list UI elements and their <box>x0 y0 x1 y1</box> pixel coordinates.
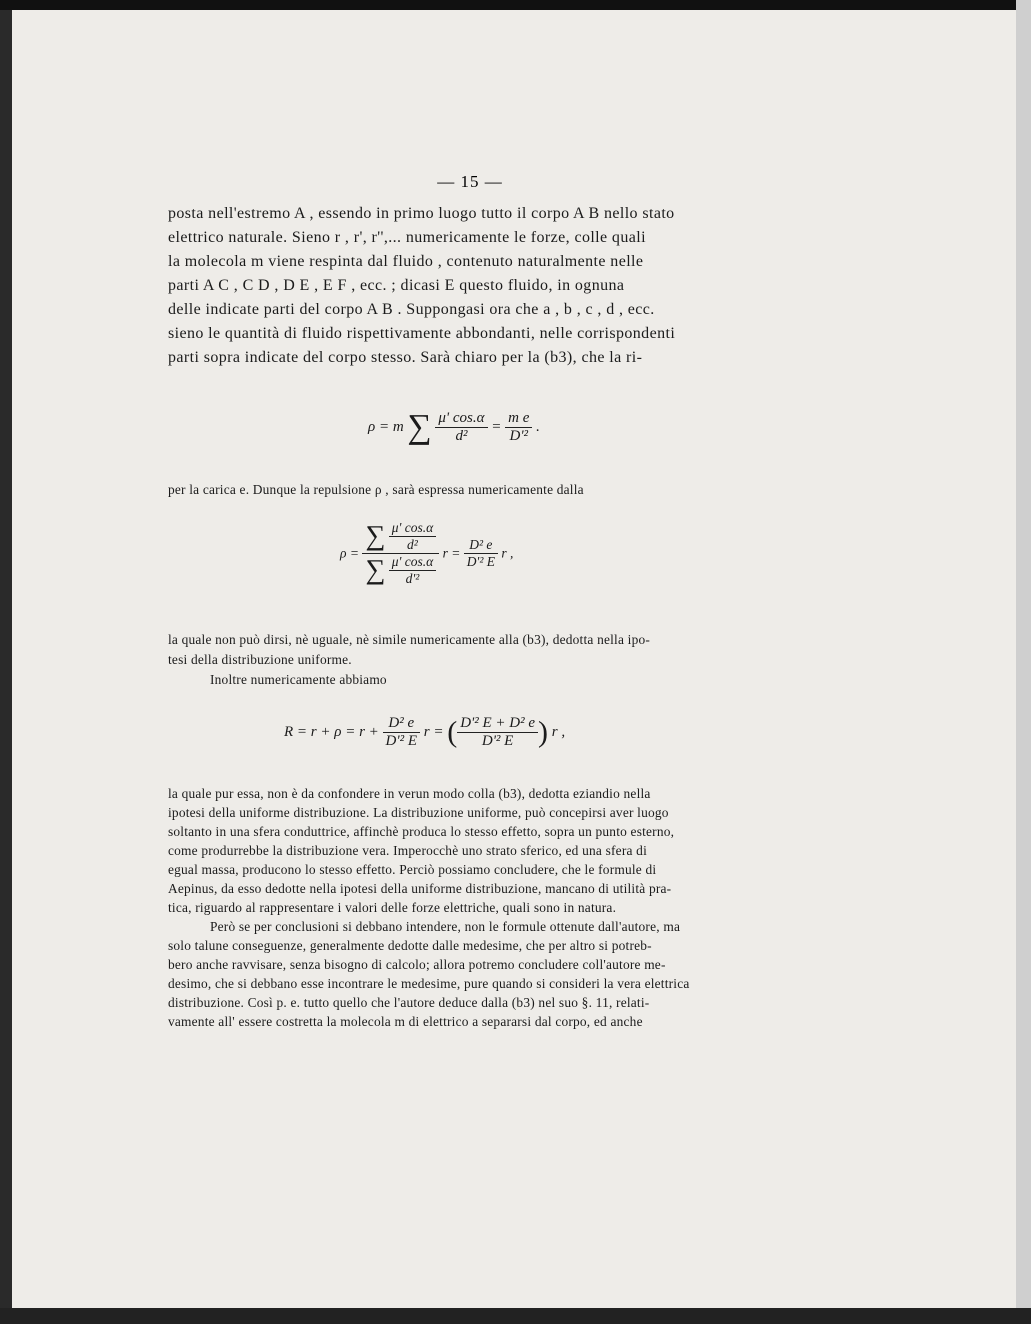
eq2-lhs: ρ = <box>340 545 359 561</box>
eq3-open-paren: ( <box>447 715 458 749</box>
eq2-bottom-numerator: μ' cos.α <box>389 554 437 571</box>
paragraph-4 <box>168 919 760 1039</box>
eq1-fraction <box>435 410 487 445</box>
text-line: egual massa, producono lo stesso effetto. Perciò possiamo concludere, che le formule di <box>168 862 657 877</box>
text-line: ipotesi della uniforme distribuzione. La distribuzione uniforme, può concepirsi aver luogo <box>168 805 669 820</box>
eq3-denominator-2: D'² E <box>481 733 514 749</box>
eq3-fraction <box>383 715 420 750</box>
equation-2 <box>340 520 513 587</box>
eq3-close-paren: ) <box>538 715 549 749</box>
text-line: posta nell'estremo A , essendo in primo luogo tutto il corpo A B nello stato <box>168 205 675 222</box>
eq3-numerator: D² e <box>383 715 420 733</box>
eq2-big-denominator <box>362 554 439 587</box>
text-line: la quale non può dirsi, nè uguale, nè simile numericamente alla (b3), dedotta nella ipo- <box>168 632 651 647</box>
eq1-denominator-2: D'² <box>509 428 529 444</box>
paragraph-2 <box>168 632 760 696</box>
text-line: sieno le quantità di fluido rispettivamente abbondanti, nelle corrispondenti <box>168 325 676 342</box>
eq3-mid: r = <box>423 724 444 740</box>
page-number: — 15 — <box>437 172 503 191</box>
eq3-fraction-2 <box>457 715 538 750</box>
eq2-bottom-denominator: d'² <box>405 571 420 586</box>
sigma-symbol: ∑ <box>365 554 386 586</box>
eq3-tail: r , <box>551 724 566 740</box>
eq1-denominator: d² <box>455 428 468 444</box>
text-line: bero anche ravvisare, senza bisogno di calcolo; allora potremo concludere coll'autore me- <box>168 957 666 972</box>
text-line: elettrico naturale. Sieno r , r', r'',... numericamente le forze, colle quali <box>168 229 646 246</box>
text-line: parti sopra indicate del corpo stesso. Sarà chiaro per la (b3), che la ri- <box>168 349 643 366</box>
equation-3 <box>284 715 565 750</box>
equation-1 <box>368 410 540 445</box>
text-line: distribuzione. Così p. e. tutto quello che l'autore deduce dalla (b3) nel suo §. 11, relati- <box>168 995 650 1010</box>
eq2-denominator-2: D'² E <box>466 554 495 569</box>
eq2-mid: r = <box>442 545 461 561</box>
eq2-tail: r , <box>501 545 514 561</box>
eq3-numerator-2: D'² E + D² e <box>457 715 538 733</box>
text-line: Però se per conclusioni si debbano intendere, non le formule ottenute dall'autore, ma <box>210 919 681 934</box>
eq2-numerator-2: D² e <box>464 537 498 554</box>
eq3-lhs: R = r + ρ = r + <box>284 724 379 740</box>
text-line-carica: per la carica e. Dunque la repulsione ρ , sarà espressa numericamente dalla <box>168 482 584 497</box>
text-line: vamente all' essere costretta la molecola m di elettrico a separarsi dal corpo, ed anche <box>168 1014 643 1029</box>
sigma-symbol: ∑ <box>365 520 386 552</box>
eq1-numerator-2: m e <box>505 410 532 428</box>
eq1-fraction-2 <box>505 410 532 445</box>
text-line: tica, riguardo al rappresentare i valori delle forze elettriche, quali sono in natura. <box>168 900 617 915</box>
eq2-bottom-fraction <box>389 554 437 587</box>
sigma-symbol: ∑ <box>407 408 432 446</box>
eq3-denominator: D'² E <box>385 733 417 749</box>
eq2-fraction-2 <box>464 537 498 570</box>
text-line: la quale pur essa, non è da confondere in verun modo colla (b3), dedotta eziandio nella <box>168 786 651 801</box>
text-line: tesi della distribuzione uniforme. <box>168 652 352 667</box>
eq1-lhs: ρ = m <box>368 418 404 435</box>
eq2-top-numerator: μ' cos.α <box>389 520 437 537</box>
scan-bottom-border <box>0 1308 1031 1324</box>
text-line: delle indicate parti del corpo A B . Suppongasi ora che a , b , c , d , ecc. <box>168 301 655 318</box>
eq2-big-numerator <box>362 520 439 554</box>
eq2-top-denominator: d² <box>407 537 418 552</box>
eq2-big-fraction <box>362 520 439 587</box>
text-line: la molecola m viene respinta dal fluido , contenuto naturalmente nelle <box>168 253 644 270</box>
eq1-numerator: μ' cos.α <box>435 410 487 428</box>
text-line: Inoltre numericamente abbiamo <box>210 672 387 687</box>
text-line: soltanto in una sfera conduttrice, affinchè produca lo stesso effetto, sopra un punto esterno, <box>168 824 675 839</box>
paragraph-1 <box>168 205 760 373</box>
text-line: Aepinus, da esso dedotte nella ipotesi della uniforme distribuzione, mancano di utilità pra- <box>168 881 672 896</box>
eq1-equals: = <box>491 418 502 435</box>
eq1-tail: . <box>536 418 540 435</box>
text-line: parti A C , C D , D E , E F , ecc. ; dicasi E questo fluido, in ognuna <box>168 277 625 294</box>
text-line: come produrrebbe la distribuzione vera. Imperocchè uno strato sferico, ed una sfera di <box>168 843 647 858</box>
scan-top-border <box>0 0 1031 10</box>
eq2-top-fraction <box>389 520 437 553</box>
text-line: desimo, che si debbano esse incontrare le medesime, pure quando si consideri la vera elettrica <box>168 976 690 991</box>
text-line: solo talune conseguenze, generalmente dedotte dalle medesime, che per altro si potreb- <box>168 938 652 953</box>
paragraph-3 <box>168 786 760 926</box>
scan-right-border <box>1016 0 1031 1324</box>
scan-left-border <box>0 0 12 1324</box>
